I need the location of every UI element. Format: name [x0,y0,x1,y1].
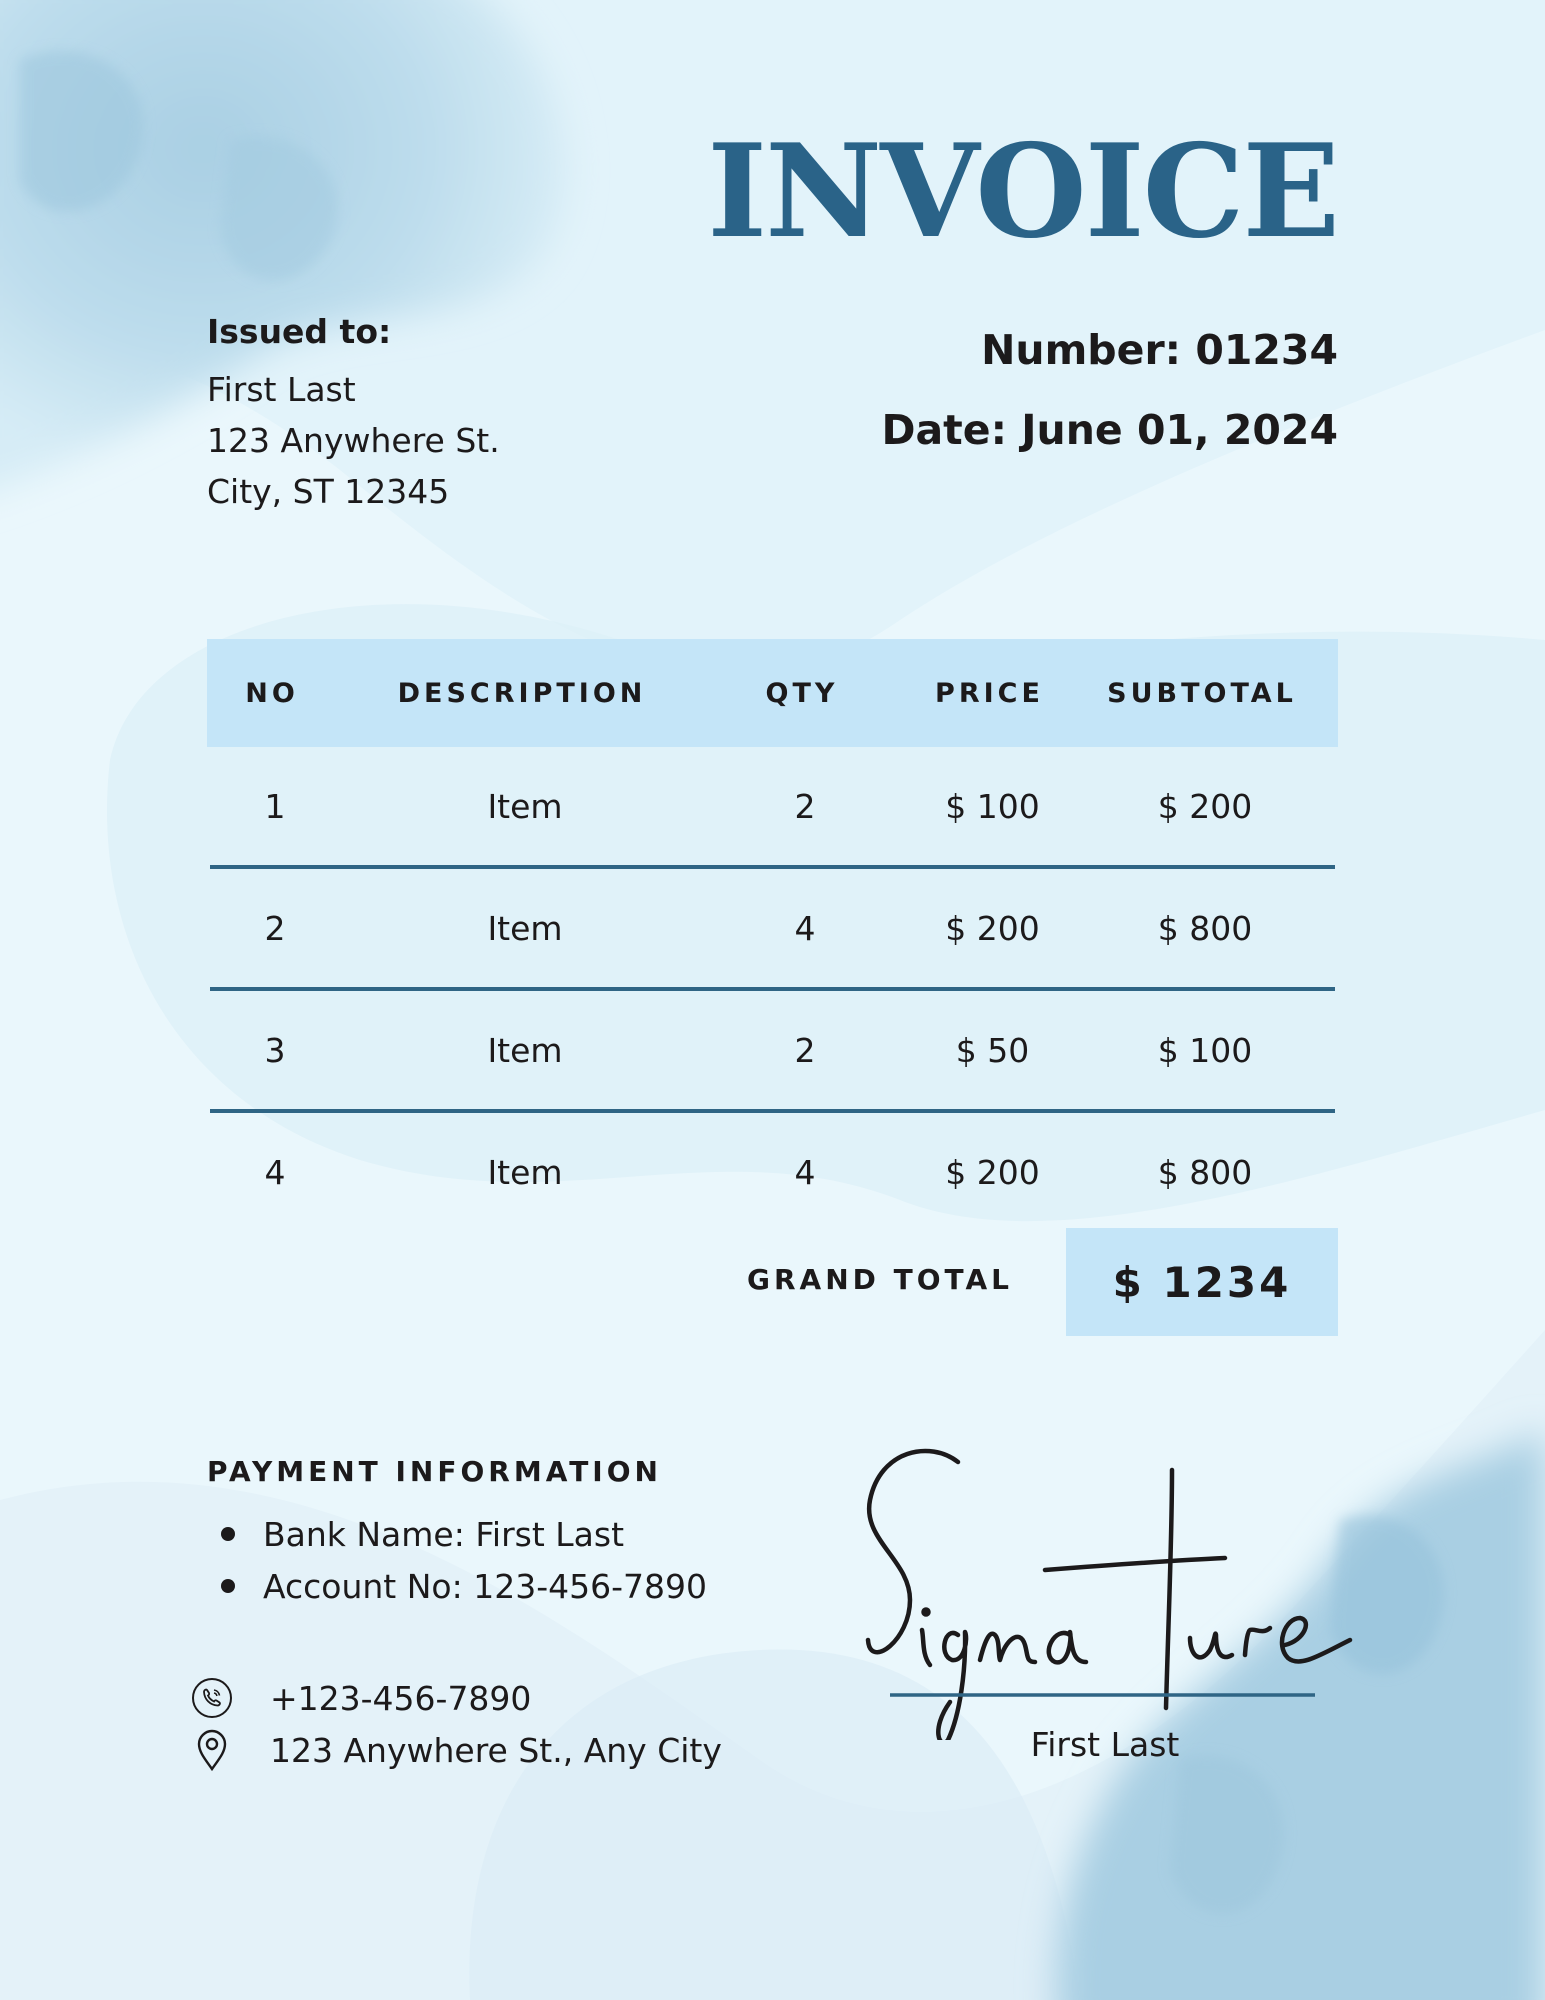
payment-title: PAYMENT INFORMATION [207,1455,662,1488]
cell-subtotal: $ 800 [1157,908,1253,948]
contact-block [190,1672,722,1776]
invoice-number: Number: 01234 [981,326,1338,374]
signature-name: First Last [1030,1725,1180,1764]
cell-price: $ 200 [945,908,1040,948]
cell-subtotal: $ 100 [1157,1030,1253,1070]
issued-to-street: 123 Anywhere St. [207,421,500,460]
contact-address-row [190,1724,722,1776]
signature-block [850,1440,1390,1764]
table-header [207,639,1338,747]
cell-no: 4 [264,1152,286,1192]
items-table [207,639,1338,1231]
header-price: PRICE [935,677,1044,709]
cell-no: 3 [264,1030,286,1070]
invoice-meta [881,310,1338,470]
issued-to-label: Issued to: [207,312,392,351]
cell-qty: 2 [794,1030,816,1070]
bullet-icon [221,1579,235,1593]
payment-account-no: Account No: 123-456-7890 [263,1566,707,1606]
cell-subtotal: $ 200 [1157,786,1253,826]
issued-to-city: City, ST 12345 [207,472,450,511]
cell-qty: 4 [794,908,816,948]
cell-description: Item [487,908,563,948]
list-item [207,1508,767,1560]
cell-no: 2 [264,908,286,948]
payment-bank-name: Bank Name: First Last [263,1514,625,1554]
header-description: DESCRIPTION [397,677,647,709]
cell-no: 1 [264,786,286,826]
cell-description: Item [487,1030,563,1070]
header-subtotal: SUBTOTAL [1107,677,1297,709]
location-pin-icon [190,1728,234,1772]
invoice-title: INVOICE [707,117,1338,267]
table-row [210,991,1335,1113]
bullet-icon [221,1527,235,1541]
contact-address: 123 Anywhere St., Any City [270,1730,722,1770]
list-item [207,1560,767,1612]
grand-total-box [1066,1228,1338,1336]
header-no: NO [245,677,299,709]
signature-graphic [850,1440,1390,1740]
table-row [210,1113,1335,1231]
issued-to-name: First Last [207,370,356,409]
cell-qty: 4 [794,1152,816,1192]
contact-phone-row [190,1672,722,1724]
contact-phone: +123-456-7890 [270,1678,532,1718]
cell-price: $ 100 [945,786,1040,826]
header-qty: QTY [765,677,839,709]
issued-to-block [207,310,500,517]
cell-price: $ 50 [955,1030,1030,1070]
cell-description: Item [487,1152,563,1192]
invoice-date: Date: June 01, 2024 [881,406,1338,454]
payment-information [207,1455,767,1612]
grand-total-value: $ 1234 [1112,1257,1292,1307]
cell-description: Item [487,786,563,826]
cell-subtotal: $ 800 [1157,1152,1253,1192]
table-row [210,747,1335,869]
cell-qty: 2 [794,786,816,826]
cell-price: $ 200 [945,1152,1040,1192]
grand-total-label: GRAND TOTAL [747,1263,1013,1296]
phone-icon [190,1676,234,1720]
table-row [210,869,1335,991]
